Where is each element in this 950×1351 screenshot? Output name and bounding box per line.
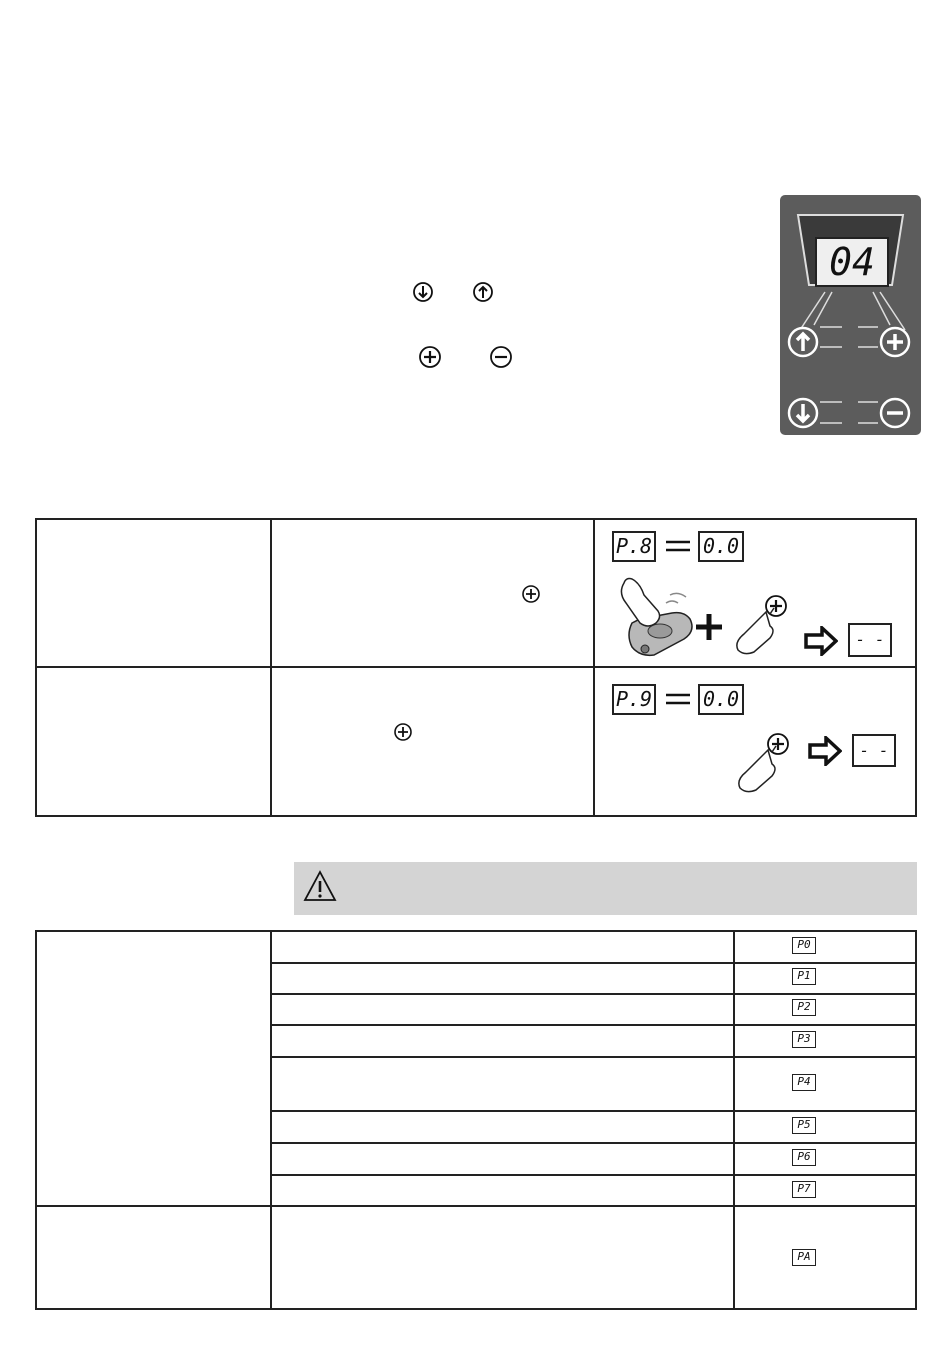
parameter-display: P.9 [612,684,656,715]
parameter-code: P4 [792,1074,816,1091]
hand-press-plus-icon [730,592,792,658]
parameter-code: P0 [792,937,816,954]
warning-banner [294,862,917,915]
panel-display-value: 04 [829,240,875,284]
parameter-code: P2 [792,999,816,1016]
result-display: - - [852,734,896,767]
equals-icon [666,536,690,556]
arrow-up-icon[interactable] [786,325,820,359]
arrow-right-icon [804,626,838,656]
minus-icon [489,345,513,369]
plus-icon [418,345,442,369]
plus-sign-icon [694,612,724,642]
parameter-code: P5 [792,1117,816,1134]
value-display: 0.0 [698,684,744,715]
parameter-code: P3 [792,1031,816,1048]
result-display: - - [848,623,892,657]
remote-control-hand-icon [610,573,700,663]
parameter-display: P.8 [612,531,656,562]
plus-icon [393,722,413,742]
arrow-right-icon [808,736,842,766]
parameter-table [35,930,917,1310]
parameter-code: P1 [792,968,816,985]
parameter-code: P7 [792,1181,816,1198]
equals-icon [666,689,690,709]
plus-icon [521,584,541,604]
arrow-down-icon [412,281,434,303]
warning-triangle-icon [303,869,337,903]
control-panel [780,195,921,435]
parameter-code: PA [792,1249,816,1266]
plus-icon[interactable] [878,325,912,359]
minus-icon[interactable] [878,396,912,430]
parameter-code: P6 [792,1149,816,1166]
arrow-up-icon [472,281,494,303]
hand-press-plus-icon [732,730,794,796]
arrow-down-icon[interactable] [786,396,820,430]
value-display: 0.0 [698,531,744,562]
